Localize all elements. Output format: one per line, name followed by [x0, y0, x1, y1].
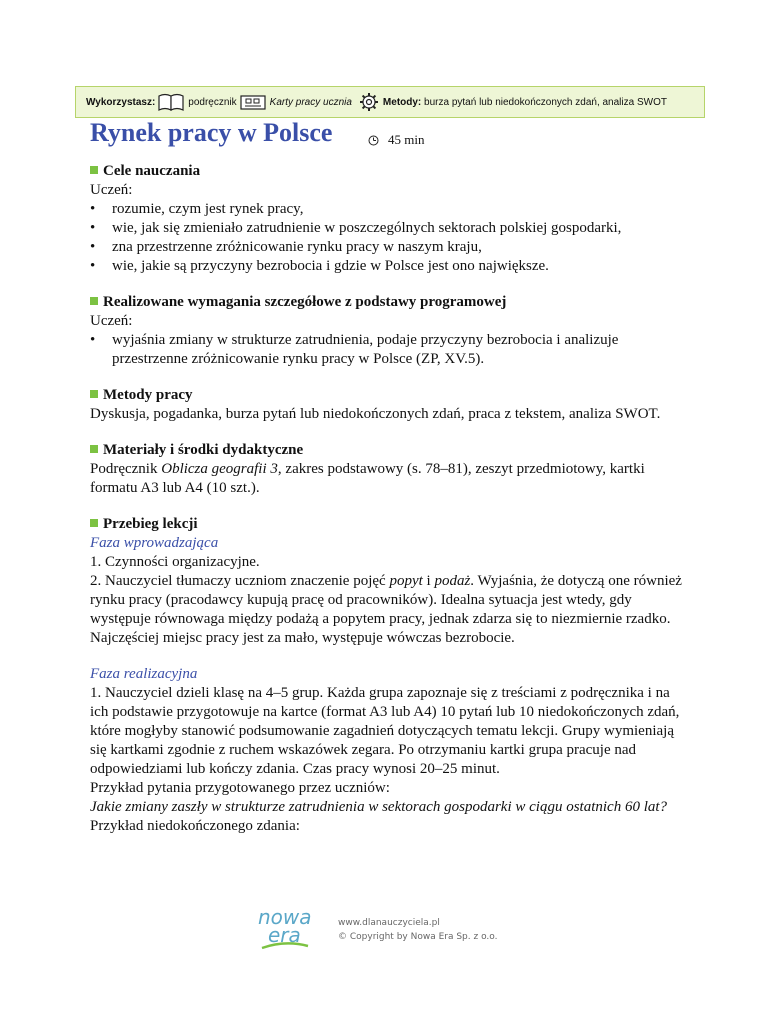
publisher-logo: nowa era — [258, 905, 312, 947]
goals-list — [90, 200, 690, 276]
section-marker-icon — [90, 390, 98, 398]
lesson-duration: 45 min — [388, 132, 425, 147]
textbook-label: podręcznik — [188, 96, 237, 108]
section-heading-requirements: Realizowane wymagania szczegółowe z podstawy programowej — [90, 293, 690, 312]
gear-icon — [359, 92, 379, 112]
logo-swoosh-icon — [260, 942, 310, 950]
intro-step-1: 1. Czynności organizacyjne. — [90, 554, 260, 570]
section-marker-icon — [90, 519, 98, 527]
book-icon — [158, 93, 184, 111]
section-marker-icon — [90, 166, 98, 174]
example-sentence-label: Przykład niedokończonego zdania: — [90, 818, 300, 834]
requirements-list — [90, 331, 690, 369]
clock-icon — [368, 133, 379, 151]
list-item: • wie, jakie są przyczyny bezrobocia i gdzie w Polsce jest ono największe. — [90, 257, 690, 276]
materials-text: Podręcznik Oblicza geografii 3, zakres podstawowy (s. 78–81), zeszyt przedmiotowy, kartki formatu A3 lub A4 (10 szt.). — [90, 461, 645, 496]
goals-intro: Uczeń: — [90, 182, 133, 198]
methods-label: Metody: — [382, 96, 422, 108]
section-marker-icon — [90, 297, 98, 305]
list-item: • rozumie, czym jest rynek pracy, — [90, 200, 690, 219]
book-title: Oblicza geografii 3 — [161, 461, 278, 477]
footer-url[interactable]: www.dlanauczyciela.pl — [338, 918, 440, 928]
main-step-1: 1. Nauczyciel dzieli klasę na 4–5 grup. Każda grupa zapoznaje się z treściami z podręcznika i na ich podstawie przygotowuje na kartce (format A3 lub A4) 10 pytań lub 10 niedokończonych zdań, które mogłyby stanowić podsumowanie zagadnień dotyczących tematu lekcji. Grupy wymieniają się kartkami zgodnie z ruchem wskazówek zegara. Po otrzymaniu kartki grupa pracuje nad odpowiedziami lub kończy zdania. Czas pracy wynosi 20–25 minut. — [90, 685, 680, 777]
lesson-plan-body — [90, 162, 690, 836]
methods-text: Dyskusja, pogadanka, burza pytań lub niedokończonych zdań, praca z tekstem, analiza SWOT. — [90, 406, 661, 422]
worksheets-label: Karty pracy ucznia — [269, 96, 352, 108]
intro-step-2: 2. Nauczyciel tłumaczy uczniom znaczenie pojęć popyt i podaż. Wyjaśnia, że dotyczą one również rynku pracy (pracodawcy kupują pracę od pracowników). Idealna sytuacja jest wtedy, gdy występuje równowaga między podażą a popytem pracy, jednak zdarza się to niezmiernie rzadko. Najczęściej miejsc pracy jest za mało, występuje wówczas bezrobocie. — [90, 573, 682, 646]
page-footer — [258, 905, 558, 954]
page-title: Rynek pracy w Polsce — [90, 118, 333, 147]
section-heading-materials: Materiały i środki dydaktyczne — [90, 441, 690, 460]
resources-bar — [75, 86, 705, 118]
example-question: Jakie zmiany zaszły w strukturze zatrudnienia w sektorach gospodarki w ciągu ostatnich 60 lat? — [90, 799, 668, 815]
requirements-intro: Uczeń: — [90, 313, 133, 329]
worksheet-icon — [240, 93, 266, 111]
methods-value: burza pytań lub niedokończonych zdań, analiza SWOT — [424, 96, 667, 108]
phase-title-main: Faza realizacyjna — [90, 666, 198, 682]
section-heading-goals: Cele nauczania — [90, 162, 690, 181]
phase-title-intro: Faza wprowadzająca — [90, 535, 219, 551]
list-item: • wie, jak się zmieniało zatrudnienie w poszczególnych sektorach polskiej gospodarki, — [90, 219, 690, 238]
example-question-label: Przykład pytania przygotowanego przez uczniów: — [90, 780, 390, 796]
section-heading-lesson: Przebieg lekcji — [90, 515, 690, 534]
footer-copyright: © Copyright by Nowa Era Sp. z o.o. — [338, 932, 498, 942]
list-item: • zna przestrzenne zróżnicowanie rynku pracy w naszym kraju, — [90, 238, 690, 257]
list-item: • wyjaśnia zmiany w strukturze zatrudnienia, podaje przyczyny bezrobocia i analizuje przestrzenne zróżnicowanie rynku pracy w Polsce (ZP, XV.5). — [90, 331, 690, 369]
uses-label: Wykorzystasz: — [86, 96, 156, 108]
section-heading-methods: Metody pracy — [90, 386, 690, 405]
section-marker-icon — [90, 445, 98, 453]
